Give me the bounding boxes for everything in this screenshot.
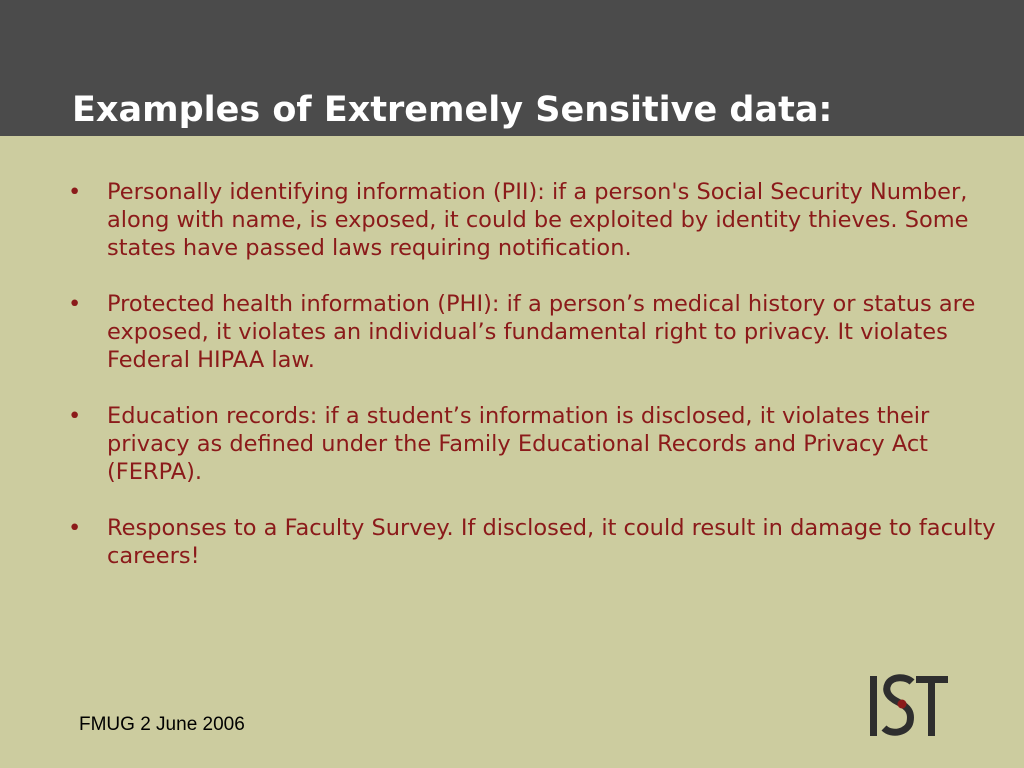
bullet-text: Personally identifying information (PII): if a person's Social Security Number, along with name, is exposed, it could be exploited by identity thieves. Some states have passed laws requiring notification. — [107, 179, 969, 261]
bullet-item-phi — [68, 290, 998, 374]
bullet-item-ferpa — [68, 402, 998, 486]
logo-letter-t-stem — [928, 676, 935, 736]
logo-accent-dot — [898, 700, 907, 709]
slide-title: Examples of Extremely Sensitive data: — [72, 90, 833, 130]
bullet-item-survey — [68, 514, 998, 570]
footer-text: FMUG 2 June 2006 — [79, 714, 245, 735]
bullet-text: Protected health information (PHI): if a person’s medical history or status are exposed, it violates an individual’s fundamental right to privacy. It violates Federal HIPAA law. — [107, 291, 976, 373]
bullet-text: Education records: if a student’s information is disclosed, it violates their privacy as defined under the Family Educational Records and Privacy Act (FERPA). — [107, 403, 930, 485]
bullet-dot: • — [68, 291, 82, 317]
title-bar — [0, 0, 1024, 136]
logo-letter-i — [870, 676, 877, 736]
bullet-list — [68, 178, 998, 598]
bullet-dot: • — [68, 515, 82, 541]
bullet-item-pii — [68, 178, 998, 262]
bullet-dot: • — [68, 179, 82, 205]
ist-logo — [866, 674, 950, 738]
bullet-text: Responses to a Faculty Survey. If disclosed, it could result in damage to faculty careers! — [107, 515, 996, 569]
bullet-dot: • — [68, 403, 82, 429]
